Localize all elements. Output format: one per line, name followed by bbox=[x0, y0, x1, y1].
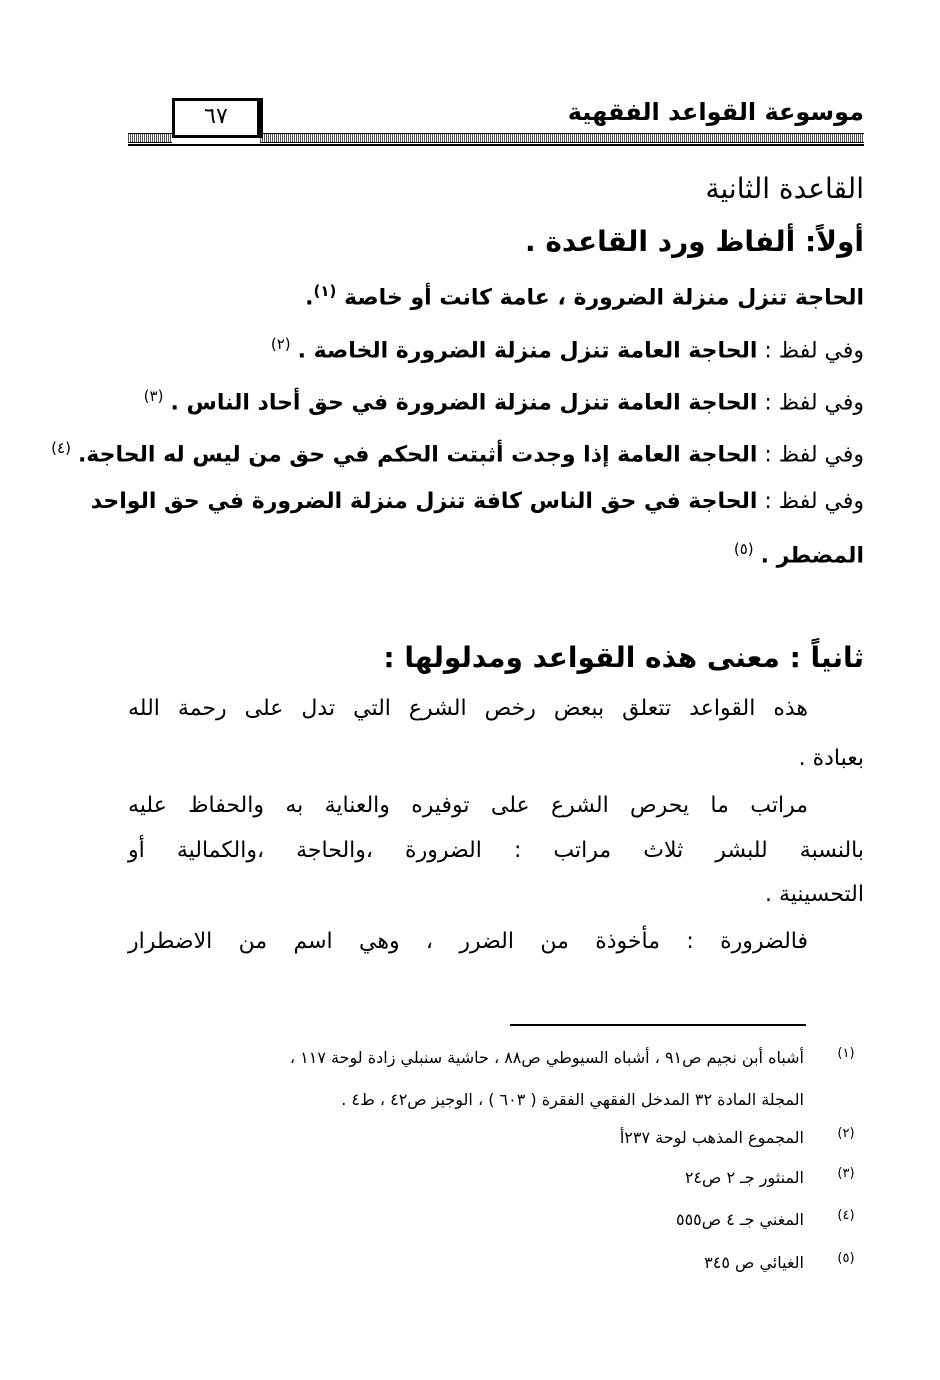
variant-text: الحاجة في حق الناس كافة تنزل منزلة الضرورة في حق الواحد bbox=[90, 489, 758, 514]
book-title: موسوعة القواعد الفقهية bbox=[567, 98, 864, 126]
variant-prefix: وفي لفظ : bbox=[764, 489, 864, 514]
footnote-line: المجلة المادة ٣٢ المدخل الفقهي الفقرة ( ٦٠٣ ) ، الوجيز ص٤٢ ، ط٤ . bbox=[341, 1090, 804, 1109]
paragraph-line: مراتب ما يحرص الشرع على توفيره والعناية به والحفاظ عليه bbox=[128, 793, 808, 818]
variant-line-continued bbox=[734, 540, 864, 568]
variant-text: الحاجة العامة تنزل منزلة الضرورة الخاصة . bbox=[297, 338, 758, 364]
rule-title: القاعدة الثانية bbox=[705, 172, 864, 205]
variant-prefix: وفي لفظ : bbox=[764, 390, 864, 416]
variant-line bbox=[271, 335, 864, 363]
footnote-number: (٥) bbox=[837, 1251, 855, 1266]
footnote-separator bbox=[510, 1024, 806, 1026]
footnote-number: (١) bbox=[837, 1046, 855, 1061]
main-rule bbox=[305, 282, 864, 310]
footnote-line: المنثور جـ ٢ ص٢٤ bbox=[684, 1168, 804, 1187]
section2-heading: ثانياً : معنى هذه القواعد ومدلولها : bbox=[383, 641, 864, 674]
main-rule-end: . bbox=[305, 285, 314, 311]
footnote-ref: (٥) bbox=[733, 540, 754, 558]
page-number: ٦٧ bbox=[172, 98, 263, 138]
section1-heading: أولاً: ألفاظ ورد القاعدة . bbox=[524, 225, 864, 258]
variant-text: الحاجة العامة إذا وجدت أثبتت الحكم في حق من ليس له الحاجة. bbox=[77, 442, 758, 468]
footnote-ref: (٢) bbox=[270, 335, 291, 353]
variant-prefix: وفي لفظ : bbox=[764, 338, 864, 364]
main-rule-text: الحاجة تنزل منزلة الضرورة ، عامة كانت أو خاصة bbox=[344, 285, 864, 311]
footnote-ref: (٣) bbox=[143, 387, 164, 405]
footnote-ref: (١) bbox=[313, 282, 337, 300]
footnote-number: (٤) bbox=[837, 1208, 855, 1223]
paragraph-line: بعبادة . bbox=[798, 746, 864, 771]
variant-line bbox=[51, 439, 864, 467]
footnote-number: (٢) bbox=[837, 1126, 855, 1141]
variant-line bbox=[91, 489, 864, 514]
footnote-line: الغيائي ص ٣٤٥ bbox=[704, 1253, 804, 1272]
header-rule bbox=[128, 144, 864, 146]
variant-text: المضطر . bbox=[760, 543, 864, 569]
footnote-number: (٣) bbox=[837, 1166, 855, 1181]
paragraph-line: فالضرورة : مأخوذة من الضرر ، وهي اسم من الاضطرار bbox=[128, 929, 808, 954]
variant-prefix: وفي لفظ : bbox=[764, 442, 864, 468]
variant-line bbox=[144, 387, 864, 415]
footnote-line: المغني جـ ٤ ص٥٥٥ bbox=[675, 1210, 804, 1229]
paragraph-line: هذه القواعد تتعلق ببعض رخص الشرع التي تدل على رحمة الله bbox=[128, 696, 808, 721]
footnote-ref: (٤) bbox=[51, 439, 71, 457]
paragraph-line: التحسينية . bbox=[765, 882, 864, 907]
footnote-line: أشباه أبن نجيم ص٩١ ، أشباه السيوطي ص٨٨ ، حاشية سنبلي زادة لوحة ١١٧ ، bbox=[289, 1048, 804, 1067]
page-header bbox=[128, 92, 864, 150]
variant-text: الحاجة العامة تنزل منزلة الضرورة في حق أحاد الناس . bbox=[170, 390, 758, 416]
paragraph-line: بالنسبة للبشر ثلاث مراتب : الضرورة ،والحاجة ،والكمالية أو bbox=[128, 838, 864, 863]
footnote-line: المجموع المذهب لوحة ٢٣٧أ bbox=[619, 1128, 804, 1147]
